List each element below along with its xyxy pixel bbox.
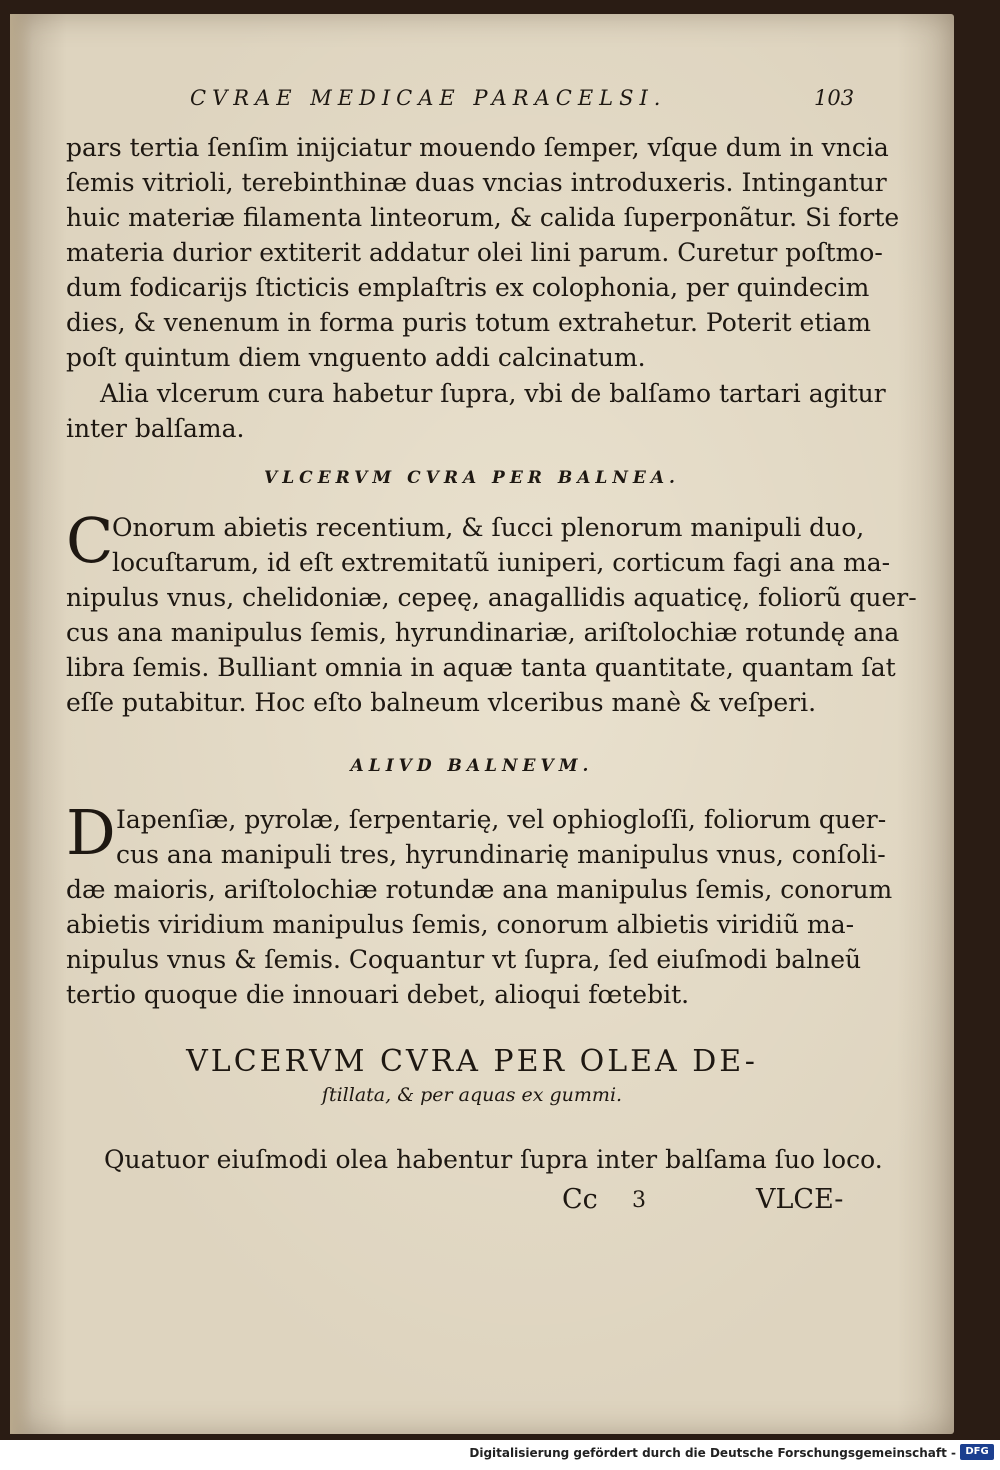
- page-number: 103: [814, 86, 855, 110]
- catchword: VLCE-: [756, 1184, 844, 1215]
- text-line: libra ſemis. Bulliant omnia in aquæ tanta quantitate, quantam ſat: [66, 653, 896, 682]
- text-line: pars tertia ſenſim inijciatur mouendo ſemper, vſque dum in vncia: [66, 133, 889, 162]
- text-line: Alia vlcerum cura habetur ſupra, vbi de balſamo tartari agitur: [100, 379, 886, 408]
- text-line: cus ana manipuli tres, hyrundinarię manipulus vnus, conſoli-: [116, 840, 886, 869]
- signature-number: 3: [632, 1188, 646, 1213]
- text-line: dies, & venenum in forma puris totum extrahetur. Poterit etiam: [66, 308, 871, 337]
- text-line: tertio quoque die innouari debet, alioqui fœtebit.: [66, 980, 690, 1009]
- drop-capital-c: C: [66, 504, 114, 577]
- text-line: dæ maioris, ariſtolochiæ rotundæ ana manipulus ſemis, conorum: [66, 875, 893, 904]
- funding-note: Digitalisierung gefördert durch die Deutsche Forschungsgemeinschaft -: [469, 1446, 956, 1460]
- text-line: Onorum abietis recentium, & ſucci plenorum manipuli duo,: [112, 513, 865, 542]
- text-line: ſemis vitrioli, terebinthinæ duas vncias introduxeris. Intingantur: [66, 168, 887, 197]
- section-heading-olea: VLCERVM CVRA PER OLEA DE-: [186, 1044, 758, 1079]
- page-gutter-shadow: [10, 14, 32, 1434]
- text-line: Quatuor eiuſmodi olea habentur ſupra inter balſama ſuo loco.: [104, 1145, 883, 1174]
- dfg-logo: DFG: [960, 1444, 994, 1460]
- section-2-text: [66, 796, 893, 1012]
- text-line: Iapenſiæ, pyrolæ, ſerpentarię, vel ophiogloſſi, foliorum quer-: [116, 805, 887, 834]
- text-line: dum fodicarijs ſticticis emplaſtris ex colophonia, per quindecim: [66, 273, 870, 302]
- text-line: nipulus vnus, chelidoniæ, cepeę, anagallidis aquaticę, foliorũ quer-: [66, 583, 917, 612]
- paragraph-1: [66, 130, 900, 375]
- text-line: locuſtarum, id eſt extremitatũ iuniperi, corticum fagi ana ma-: [112, 548, 891, 577]
- section-1-text: [66, 504, 917, 720]
- section-heading-balnea: VLCERVM CVRA PER BALNEA.: [264, 468, 680, 488]
- text-line: eſſe putabitur. Hoc eſto balneum vlceribus manè & veſperi.: [66, 688, 817, 717]
- text-line: abietis viridium manipulus ſemis, conorum albietis viridiũ ma-: [66, 910, 855, 939]
- text-line: poſt quintum diem vnguento addi calcinatum.: [66, 343, 646, 372]
- text-line: inter balſama.: [66, 414, 245, 443]
- section-heading-aliud-balneum: ALIVD BALNEVM.: [350, 756, 594, 776]
- section-subheading-olea: ſtillata, & per aquas ex gummi.: [321, 1084, 623, 1106]
- text-line: materia durior extiterit addatur olei lini parum. Curetur poſtmo-: [66, 238, 883, 267]
- drop-capital-d: D: [66, 796, 116, 869]
- text-line: nipulus vnus & ſemis. Coquantur vt ſupra, ſed eiuſmodi balneũ: [66, 945, 862, 974]
- signature-mark: Cc: [562, 1184, 598, 1215]
- section-3-text: [104, 1142, 883, 1177]
- paragraph-2: [66, 376, 886, 446]
- running-head: CVRAE MEDICAE PARACELSI.: [190, 86, 667, 110]
- text-line: huic materiæ filamenta linteorum, & calida ſuperponãtur. Si forte: [66, 203, 900, 232]
- text-line: cus ana manipulus ſemis, hyrundinariæ, ariſtolochiæ rotundę ana: [66, 618, 900, 647]
